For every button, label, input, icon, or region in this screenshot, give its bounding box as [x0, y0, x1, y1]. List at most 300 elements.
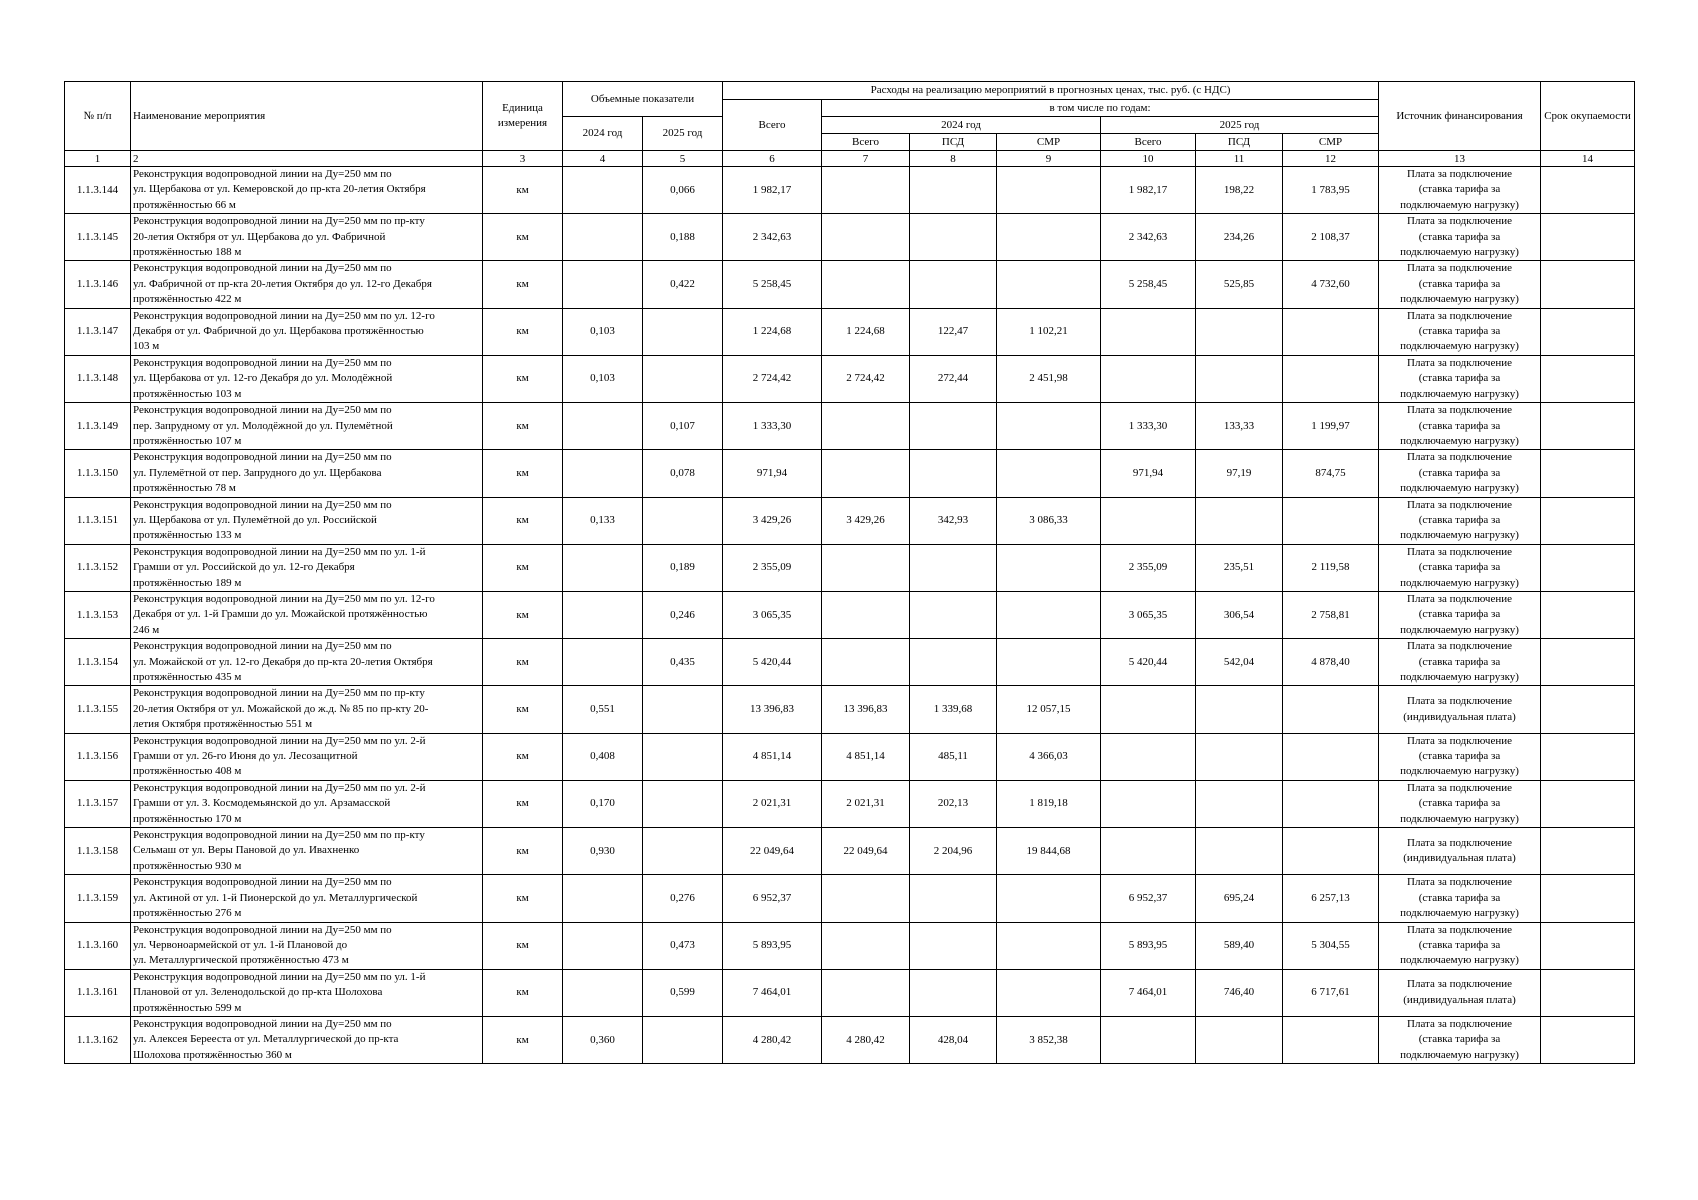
expenses-2025-psd: 746,40: [1196, 969, 1283, 1016]
unit-cell: км: [483, 403, 563, 450]
expenses-2025-smr: 6 257,13: [1283, 875, 1379, 922]
volume-2025: [643, 1016, 723, 1063]
payback-period: [1541, 308, 1635, 355]
measure-name: Реконструкция водопроводной линии на Ду=250 мм по ул. Щербакова от ул. Пулемётной до ул. Российской протяжённостью 133 м: [131, 497, 483, 544]
expenses-2025-psd: 133,33: [1196, 403, 1283, 450]
table-row: [65, 167, 1635, 214]
row-number: 1.1.3.159: [65, 875, 131, 922]
expenses-2024-total: 22 049,64: [822, 828, 910, 875]
expenses-total: 2 355,09: [723, 544, 822, 591]
expenses-2024-smr: [997, 214, 1101, 261]
expenses-2025-smr: 2 119,58: [1283, 544, 1379, 591]
funding-source: Плата за подключение (ставка тарифа за подключаемую нагрузку): [1379, 403, 1541, 450]
expenses-total: 13 396,83: [723, 686, 822, 733]
volume-2024: [563, 969, 643, 1016]
payback-period: [1541, 450, 1635, 497]
funding-source: Плата за подключение (ставка тарифа за подключаемую нагрузку): [1379, 497, 1541, 544]
expenses-2025-psd: 695,24: [1196, 875, 1283, 922]
payback-period: [1541, 214, 1635, 261]
column-index: 13: [1379, 151, 1541, 167]
expenses-2024-psd: [910, 544, 997, 591]
row-number: 1.1.3.161: [65, 969, 131, 1016]
expenses-total: 4 280,42: [723, 1016, 822, 1063]
expenses-2025-psd: [1196, 355, 1283, 402]
expenses-2024-psd: [910, 591, 997, 638]
expenses-2024-psd: [910, 450, 997, 497]
volume-2024: [563, 544, 643, 591]
expenses-2024-psd: [910, 922, 997, 969]
expenses-2024-psd: [910, 167, 997, 214]
header-name: Наименование мероприятия: [131, 82, 483, 151]
volume-2025: 0,246: [643, 591, 723, 638]
volume-2025: [643, 733, 723, 780]
volume-2025: 0,422: [643, 261, 723, 308]
funding-source: Плата за подключение (индивидуальная плата): [1379, 969, 1541, 1016]
volume-2024: [563, 875, 643, 922]
table-row: [65, 733, 1635, 780]
unit-cell: км: [483, 167, 563, 214]
column-index: 11: [1196, 151, 1283, 167]
expenses-2025-total: 1 333,30: [1101, 403, 1196, 450]
expenses-2025-total: 971,94: [1101, 450, 1196, 497]
header-expenses: Расходы на реализацию мероприятий в прогнозных ценах, тыс. руб. (с НДС): [723, 82, 1379, 100]
header-by-years: в том числе по годам:: [822, 100, 1379, 117]
expenses-2024-total: [822, 591, 910, 638]
expenses-2025-psd: [1196, 686, 1283, 733]
table-row: [65, 403, 1635, 450]
expenses-2024-psd: 485,11: [910, 733, 997, 780]
expenses-2025-smr: [1283, 1016, 1379, 1063]
table-row: [65, 780, 1635, 827]
expenses-2024-smr: 1 102,21: [997, 308, 1101, 355]
measure-name: Реконструкция водопроводной линии на Ду=250 мм по ул. 12-го Декабря от ул. Фабричной до ул. Щербакова протяжённостью 103 м: [131, 308, 483, 355]
table-row: [65, 497, 1635, 544]
expenses-2024-psd: 2 204,96: [910, 828, 997, 875]
expenses-2025-total: 7 464,01: [1101, 969, 1196, 1016]
column-index: 10: [1101, 151, 1196, 167]
measure-name: Реконструкция водопроводной линии на Ду=250 мм по ул. Щербакова от ул. 12-го Декабря до ул. Молодёжной протяжённостью 103 м: [131, 355, 483, 402]
expenses-2024-total: [822, 403, 910, 450]
row-number: 1.1.3.162: [65, 1016, 131, 1063]
row-number: 1.1.3.155: [65, 686, 131, 733]
funding-source: Плата за подключение (ставка тарифа за подключаемую нагрузку): [1379, 922, 1541, 969]
measure-name: Реконструкция водопроводной линии на Ду=250 мм по пр-кту 20-летия Октября от ул. Можайской до ж.д. № 85 по пр-кту 20- летия Октября протяжённостью 551 м: [131, 686, 483, 733]
measure-name: Реконструкция водопроводной линии на Ду=250 мм по ул. Можайской от ул. 12-го Декабря до пр-кта 20-летия Октября протяжённостью 435 м: [131, 639, 483, 686]
expenses-2025-psd: 542,04: [1196, 639, 1283, 686]
expenses-total: 1 333,30: [723, 403, 822, 450]
volume-2025: [643, 497, 723, 544]
expenses-2024-smr: 3 086,33: [997, 497, 1101, 544]
expenses-2025-psd: [1196, 308, 1283, 355]
column-index-row: [65, 151, 1635, 167]
volume-2024: 0,930: [563, 828, 643, 875]
payback-period: [1541, 828, 1635, 875]
expenses-2024-total: [822, 544, 910, 591]
column-index: 3: [483, 151, 563, 167]
header-2024-total: Всего: [822, 134, 910, 151]
volume-2024: 0,170: [563, 780, 643, 827]
row-number: 1.1.3.145: [65, 214, 131, 261]
expenses-total: 2 342,63: [723, 214, 822, 261]
measure-name: Реконструкция водопроводной линии на Ду=250 мм по ул. 12-го Декабря от ул. 1-й Грамши до ул. Можайской протяжённостью 246 м: [131, 591, 483, 638]
expenses-2024-psd: 272,44: [910, 355, 997, 402]
table-row: [65, 214, 1635, 261]
column-index: 14: [1541, 151, 1635, 167]
expenses-2024-total: [822, 875, 910, 922]
volume-2024: [563, 167, 643, 214]
volume-2025: [643, 355, 723, 402]
expenses-2024-smr: [997, 591, 1101, 638]
expenses-2025-total: [1101, 355, 1196, 402]
row-number: 1.1.3.160: [65, 922, 131, 969]
measure-name: Реконструкция водопроводной линии на Ду=250 мм по ул. 1-й Грамши от ул. Российской до ул. 12-го Декабря протяжённостью 189 м: [131, 544, 483, 591]
expenses-total: 3 429,26: [723, 497, 822, 544]
unit-cell: км: [483, 686, 563, 733]
row-number: 1.1.3.157: [65, 780, 131, 827]
expenses-2025-smr: 4 878,40: [1283, 639, 1379, 686]
expenses-2025-smr: 874,75: [1283, 450, 1379, 497]
measure-name: Реконструкция водопроводной линии на Ду=250 мм по ул. Фабричной от пр-кта 20-летия Октября до ул. 12-го Декабря протяжённостью 422 м: [131, 261, 483, 308]
funding-source: Плата за подключение (индивидуальная плата): [1379, 686, 1541, 733]
volume-2025: 0,107: [643, 403, 723, 450]
expenses-2025-total: [1101, 308, 1196, 355]
expenses-2025-psd: [1196, 497, 1283, 544]
expenses-2024-psd: [910, 875, 997, 922]
expenses-2025-psd: 589,40: [1196, 922, 1283, 969]
header-year-2024: 2024 год: [822, 117, 1101, 134]
column-index: 4: [563, 151, 643, 167]
table-row: [65, 591, 1635, 638]
row-number: 1.1.3.144: [65, 167, 131, 214]
funding-source: Плата за подключение (ставка тарифа за подключаемую нагрузку): [1379, 214, 1541, 261]
expenses-2024-smr: [997, 450, 1101, 497]
expenses-2024-psd: 342,93: [910, 497, 997, 544]
table-row: [65, 875, 1635, 922]
expenses-2025-smr: 2 758,81: [1283, 591, 1379, 638]
measures-table: [64, 81, 1635, 1064]
volume-2025: 0,599: [643, 969, 723, 1016]
header-2024-smr: СМР: [997, 134, 1101, 151]
expenses-2025-psd: [1196, 1016, 1283, 1063]
expenses-2025-total: 5 258,45: [1101, 261, 1196, 308]
measure-name: Реконструкция водопроводной линии на Ду=250 мм по ул. 2-й Грамши от ул. З. Космодемьянской до ул. Арзамасской протяжённостью 170 м: [131, 780, 483, 827]
expenses-2024-smr: 2 451,98: [997, 355, 1101, 402]
expenses-2024-total: [822, 167, 910, 214]
header-2024-psd: ПСД: [910, 134, 997, 151]
unit-cell: км: [483, 544, 563, 591]
column-index: 6: [723, 151, 822, 167]
payback-period: [1541, 591, 1635, 638]
expenses-2024-total: [822, 214, 910, 261]
unit-cell: км: [483, 450, 563, 497]
volume-2025: [643, 308, 723, 355]
header-unit: Единица измерения: [483, 82, 563, 151]
volume-2024: [563, 450, 643, 497]
expenses-2024-psd: 202,13: [910, 780, 997, 827]
expenses-2025-smr: [1283, 355, 1379, 402]
table-header: [65, 82, 1635, 167]
expenses-2024-psd: 428,04: [910, 1016, 997, 1063]
row-number: 1.1.3.153: [65, 591, 131, 638]
table-row: [65, 922, 1635, 969]
unit-cell: км: [483, 922, 563, 969]
header-volume: Объемные показатели: [563, 82, 723, 117]
volume-2024: 0,103: [563, 308, 643, 355]
funding-source: Плата за подключение (ставка тарифа за подключаемую нагрузку): [1379, 780, 1541, 827]
payback-period: [1541, 497, 1635, 544]
expenses-2025-psd: 525,85: [1196, 261, 1283, 308]
unit-cell: км: [483, 214, 563, 261]
expenses-2024-psd: [910, 214, 997, 261]
volume-2025: [643, 828, 723, 875]
column-index: 5: [643, 151, 723, 167]
volume-2024: [563, 639, 643, 686]
table-row: [65, 261, 1635, 308]
payback-period: [1541, 733, 1635, 780]
expenses-2024-total: 13 396,83: [822, 686, 910, 733]
expenses-2024-smr: [997, 544, 1101, 591]
volume-2025: 0,473: [643, 922, 723, 969]
expenses-total: 971,94: [723, 450, 822, 497]
expenses-total: 5 258,45: [723, 261, 822, 308]
volume-2025: [643, 686, 723, 733]
unit-cell: км: [483, 875, 563, 922]
funding-source: Плата за подключение (ставка тарифа за подключаемую нагрузку): [1379, 1016, 1541, 1063]
expenses-2025-smr: [1283, 780, 1379, 827]
expenses-2025-psd: 235,51: [1196, 544, 1283, 591]
table-row: [65, 686, 1635, 733]
unit-cell: км: [483, 261, 563, 308]
funding-source: Плата за подключение (ставка тарифа за подключаемую нагрузку): [1379, 167, 1541, 214]
row-number: 1.1.3.158: [65, 828, 131, 875]
volume-2025: 0,435: [643, 639, 723, 686]
payback-period: [1541, 780, 1635, 827]
unit-cell: км: [483, 308, 563, 355]
expenses-2025-total: [1101, 686, 1196, 733]
row-number: 1.1.3.154: [65, 639, 131, 686]
measure-name: Реконструкция водопроводной линии на Ду=250 мм по пр-кту 20-летия Октября от ул. Щербакова до ул. Фабричной протяжённостью 188 м: [131, 214, 483, 261]
expenses-2025-smr: 5 304,55: [1283, 922, 1379, 969]
funding-source: Плата за подключение (ставка тарифа за подключаемую нагрузку): [1379, 308, 1541, 355]
expenses-total: 1 982,17: [723, 167, 822, 214]
funding-source: Плата за подключение (ставка тарифа за подключаемую нагрузку): [1379, 639, 1541, 686]
expenses-2025-smr: [1283, 308, 1379, 355]
row-number: 1.1.3.150: [65, 450, 131, 497]
expenses-total: 4 851,14: [723, 733, 822, 780]
funding-source: Плата за подключение (ставка тарифа за подключаемую нагрузку): [1379, 450, 1541, 497]
unit-cell: км: [483, 780, 563, 827]
volume-2024: [563, 214, 643, 261]
volume-2024: [563, 591, 643, 638]
expenses-2024-psd: [910, 403, 997, 450]
expenses-2024-total: 1 224,68: [822, 308, 910, 355]
funding-source: Плата за подключение (ставка тарифа за подключаемую нагрузку): [1379, 261, 1541, 308]
expenses-2024-smr: 4 366,03: [997, 733, 1101, 780]
unit-cell: км: [483, 497, 563, 544]
payback-period: [1541, 544, 1635, 591]
expenses-2024-smr: 19 844,68: [997, 828, 1101, 875]
expenses-2025-total: 3 065,35: [1101, 591, 1196, 638]
volume-2024: 0,360: [563, 1016, 643, 1063]
column-index: 7: [822, 151, 910, 167]
payback-period: [1541, 639, 1635, 686]
header-total: Всего: [723, 100, 822, 151]
expenses-2025-smr: 4 732,60: [1283, 261, 1379, 308]
measure-name: Реконструкция водопроводной линии на Ду=250 мм по ул. 2-й Грамши от ул. 26-го Июня до ул. Лесозащитной протяжённостью 408 м: [131, 733, 483, 780]
expenses-2025-total: [1101, 828, 1196, 875]
expenses-total: 1 224,68: [723, 308, 822, 355]
row-number: 1.1.3.156: [65, 733, 131, 780]
expenses-total: 3 065,35: [723, 591, 822, 638]
row-number: 1.1.3.146: [65, 261, 131, 308]
volume-2025: 0,066: [643, 167, 723, 214]
expenses-2024-total: [822, 969, 910, 1016]
expenses-2024-psd: [910, 969, 997, 1016]
unit-cell: км: [483, 639, 563, 686]
expenses-2025-smr: 6 717,61: [1283, 969, 1379, 1016]
expenses-2024-psd: 1 339,68: [910, 686, 997, 733]
volume-2024: 0,408: [563, 733, 643, 780]
expenses-2025-smr: 1 199,97: [1283, 403, 1379, 450]
expenses-2025-psd: 234,26: [1196, 214, 1283, 261]
measure-name: Реконструкция водопроводной линии на Ду=250 мм по ул. Червоноармейской от ул. 1-й Плановой до ул. Металлургической протяжённостью 473 м: [131, 922, 483, 969]
expenses-2024-total: [822, 639, 910, 686]
payback-period: [1541, 969, 1635, 1016]
payback-period: [1541, 167, 1635, 214]
volume-2024: [563, 403, 643, 450]
column-index: 2: [131, 151, 483, 167]
expenses-2024-total: 4 851,14: [822, 733, 910, 780]
volume-2025: 0,188: [643, 214, 723, 261]
expenses-2024-total: 2 724,42: [822, 355, 910, 402]
payback-period: [1541, 355, 1635, 402]
expenses-total: 5 420,44: [723, 639, 822, 686]
table-body: [65, 167, 1635, 1064]
expenses-2025-total: 2 342,63: [1101, 214, 1196, 261]
measure-name: Реконструкция водопроводной линии на Ду=250 мм по ул. Актиной от ул. 1-й Пионерской до ул. Металлургической протяжённостью 276 м: [131, 875, 483, 922]
volume-2025: 0,189: [643, 544, 723, 591]
header-vol-2025: 2025 год: [643, 117, 723, 151]
row-number: 1.1.3.151: [65, 497, 131, 544]
volume-2024: 0,133: [563, 497, 643, 544]
column-index: 9: [997, 151, 1101, 167]
measure-name: Реконструкция водопроводной линии на Ду=250 мм по пр-кту Сельмаш от ул. Веры Пановой до ул. Ивахненко протяжённостью 930 м: [131, 828, 483, 875]
expenses-2024-smr: [997, 403, 1101, 450]
expenses-total: 7 464,01: [723, 969, 822, 1016]
header-2025-total: Всего: [1101, 134, 1196, 151]
funding-source: Плата за подключение (индивидуальная плата): [1379, 828, 1541, 875]
expenses-2024-psd: [910, 639, 997, 686]
expenses-2025-total: 5 420,44: [1101, 639, 1196, 686]
expenses-total: 5 893,95: [723, 922, 822, 969]
expenses-2025-total: 2 355,09: [1101, 544, 1196, 591]
measure-name: Реконструкция водопроводной линии на Ду=250 мм по ул. Пулемётной от пер. Запрудного до ул. Щербакова протяжённостью 78 м: [131, 450, 483, 497]
expenses-2024-smr: 1 819,18: [997, 780, 1101, 827]
payback-period: [1541, 261, 1635, 308]
expenses-2025-smr: 1 783,95: [1283, 167, 1379, 214]
header-source: Источник финансирования: [1379, 82, 1541, 151]
expenses-2025-smr: [1283, 828, 1379, 875]
volume-2024: 0,551: [563, 686, 643, 733]
measure-name: Реконструкция водопроводной линии на Ду=250 мм по пер. Запрудному от ул. Молодёжной до ул. Пулемётной протяжённостью 107 м: [131, 403, 483, 450]
expenses-2024-smr: [997, 167, 1101, 214]
unit-cell: км: [483, 355, 563, 402]
table-row: [65, 355, 1635, 402]
payback-period: [1541, 1016, 1635, 1063]
expenses-2025-total: [1101, 780, 1196, 827]
measure-name: Реконструкция водопроводной линии на Ду=250 мм по ул. Алексея Берееста от ул. Металлургической до пр-кта Шолохова протяжённостью 360 м: [131, 1016, 483, 1063]
volume-2024: [563, 261, 643, 308]
volume-2024: [563, 922, 643, 969]
expenses-2025-smr: [1283, 686, 1379, 733]
funding-source: Плата за подключение (ставка тарифа за подключаемую нагрузку): [1379, 544, 1541, 591]
volume-2025: 0,078: [643, 450, 723, 497]
measure-name: Реконструкция водопроводной линии на Ду=250 мм по ул. 1-й Плановой от ул. Зеленодольской до пр-кта Шолохова протяжённостью 599 м: [131, 969, 483, 1016]
volume-2025: [643, 780, 723, 827]
table-row: [65, 450, 1635, 497]
expenses-2025-total: 6 952,37: [1101, 875, 1196, 922]
table-row: [65, 639, 1635, 686]
unit-cell: км: [483, 1016, 563, 1063]
expenses-2024-psd: [910, 261, 997, 308]
expenses-2025-smr: [1283, 733, 1379, 780]
payback-period: [1541, 922, 1635, 969]
funding-source: Плата за подключение (ставка тарифа за подключаемую нагрузку): [1379, 733, 1541, 780]
unit-cell: км: [483, 969, 563, 1016]
volume-2025: 0,276: [643, 875, 723, 922]
expenses-2024-smr: 12 057,15: [997, 686, 1101, 733]
payback-period: [1541, 403, 1635, 450]
row-number: 1.1.3.149: [65, 403, 131, 450]
table-row: [65, 828, 1635, 875]
expenses-total: 22 049,64: [723, 828, 822, 875]
expenses-2024-smr: [997, 922, 1101, 969]
header-2025-smr: СМР: [1283, 134, 1379, 151]
funding-source: Плата за подключение (ставка тарифа за подключаемую нагрузку): [1379, 875, 1541, 922]
expenses-2025-smr: [1283, 497, 1379, 544]
expenses-2025-total: 1 982,17: [1101, 167, 1196, 214]
expenses-total: 2 021,31: [723, 780, 822, 827]
header-payback: Срок окупаемости: [1541, 82, 1635, 151]
expenses-2024-smr: [997, 639, 1101, 686]
expenses-2025-psd: 97,19: [1196, 450, 1283, 497]
table-row: [65, 1016, 1635, 1063]
unit-cell: км: [483, 591, 563, 638]
expenses-2024-smr: [997, 969, 1101, 1016]
funding-source: Плата за подключение (ставка тарифа за подключаемую нагрузку): [1379, 591, 1541, 638]
table-row: [65, 969, 1635, 1016]
expenses-2025-total: [1101, 1016, 1196, 1063]
header-vol-2024: 2024 год: [563, 117, 643, 151]
unit-cell: км: [483, 733, 563, 780]
table-row: [65, 544, 1635, 591]
expenses-total: 2 724,42: [723, 355, 822, 402]
expenses-2025-smr: 2 108,37: [1283, 214, 1379, 261]
row-number: 1.1.3.152: [65, 544, 131, 591]
expenses-2024-total: 2 021,31: [822, 780, 910, 827]
volume-2024: 0,103: [563, 355, 643, 402]
expenses-2024-psd: 122,47: [910, 308, 997, 355]
column-index: 8: [910, 151, 997, 167]
expenses-2024-smr: [997, 261, 1101, 308]
expenses-2025-psd: [1196, 828, 1283, 875]
expenses-2024-total: [822, 922, 910, 969]
payback-period: [1541, 686, 1635, 733]
unit-cell: км: [483, 828, 563, 875]
row-number: 1.1.3.148: [65, 355, 131, 402]
header-year-2025: 2025 год: [1101, 117, 1379, 134]
header-2025-psd: ПСД: [1196, 134, 1283, 151]
